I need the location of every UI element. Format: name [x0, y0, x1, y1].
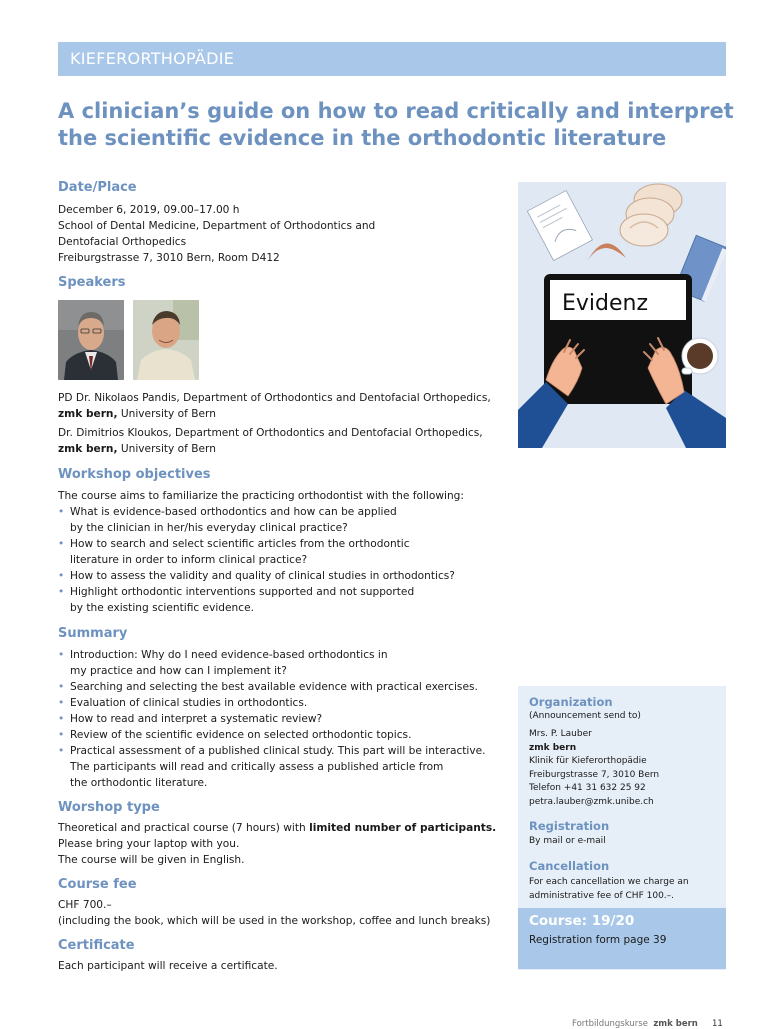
contact-clinic: Klinik für Kieferorthopädie [529, 756, 647, 766]
certificate-heading: Certificate [58, 938, 135, 953]
speaker-2-name: Dr. Dimitrios Kloukos, Department of Orthodontics and Dentofacial Orthopedics, [58, 427, 483, 439]
paper-icon [527, 190, 592, 260]
dental-models-icon [620, 184, 682, 246]
contact-block [529, 728, 659, 809]
page-title: A clinician’s guide on how to read critically and interpret the scientific evidence in the orthodontic literature [58, 99, 734, 150]
speaker-1-org: zmk bern, [58, 408, 118, 420]
workshop-type-line3: The course will be given in English. [58, 854, 245, 866]
speaker-photo-pandis [58, 300, 124, 380]
venue-line-2: Dentofacial Orthopedics [58, 236, 187, 248]
workshop-type-limited: limited number of participants. [309, 822, 497, 834]
speaker-photo-kloukos [133, 300, 199, 380]
list-item: • Searching and selecting the best available evidence with practical exercises. [58, 679, 486, 695]
cancellation-text: For each cancellation we charge an administrative fee of CHF 100.–. [529, 877, 689, 901]
list-item: • How to read and interpret a systematic review? [58, 711, 486, 727]
cancellation-heading: Cancellation [529, 859, 610, 873]
organization-heading: Organization [529, 695, 613, 709]
speaker-2-university: University of Bern [117, 443, 216, 455]
list-item: • Review of the scientific evidence on selected orthodontic topics. [58, 727, 486, 743]
course-fee-amount: CHF 700.– [58, 899, 112, 911]
list-item: • How to search and select scientific articles from the orthodontic literature in order to inform clinical practice? [58, 536, 455, 568]
summary-heading: Summary [58, 626, 128, 641]
coffee-cup-icon [682, 338, 718, 374]
organization-note: (Announcement send to) [529, 711, 641, 721]
contact-email: petra.lauber@zmk.unibe.ch [529, 796, 654, 807]
speakers-heading: Speakers [58, 275, 126, 290]
contact-phone: Telefon +41 31 632 25 92 [529, 783, 646, 793]
course-number: Course: 19/20 [529, 913, 635, 929]
contact-address: Freiburgstrasse 7, 3010 Bern [529, 769, 660, 780]
registration-heading: Registration [529, 819, 610, 833]
address-line: Freiburgstrasse 7, 3010 Bern, Room D412 [58, 252, 280, 264]
speaker-2 [58, 425, 483, 457]
page-number: 11 [712, 1019, 723, 1029]
workshop-type-line2: Please bring your laptop with you. [58, 838, 240, 850]
evidence-illustration [518, 182, 726, 448]
section-banner: KIEFERORTHOPÄDIE [58, 42, 726, 76]
contact-org: zmk bern [529, 742, 577, 753]
registration-text: By mail or e-mail [529, 836, 606, 846]
speaker-1-name: PD Dr. Nikolaos Pandis, Department of Orthodontics and Dentofacial Orthopedics, [58, 392, 491, 404]
course-fee-text [58, 897, 490, 929]
workshop-type-line1: Theoretical and practical course (7 hours) with [58, 822, 310, 834]
laptop-screen-label: Evidenz [562, 291, 649, 316]
venue-line-1: School of Dental Medicine, Department of Orthodontics and [58, 220, 376, 232]
date-place-text [58, 202, 375, 266]
workshop-type-heading: Worshop type [58, 800, 160, 815]
list-item: • Highlight orthodontic interventions supported and not supported by the existing scientific evidence. [58, 584, 455, 616]
registration-form-ref: Registration form page 39 [529, 934, 667, 946]
list-item: • Introduction: Why do I need evidence-based orthodontics in my practice and how can I implement it? [58, 647, 486, 679]
speaker-2-org: zmk bern, [58, 443, 118, 455]
objectives-heading: Workshop objectives [58, 467, 211, 482]
contact-name: Mrs. P. Lauber [529, 729, 592, 739]
course-box [518, 908, 726, 969]
speaker-1-university: University of Bern [117, 408, 216, 420]
certificate-text: Each participant will receive a certificate. [58, 960, 278, 972]
date-place-heading: Date/Place [58, 180, 137, 195]
course-fee-heading: Course fee [58, 877, 137, 892]
date-line: December 6, 2019, 09.00–17.00 h [58, 204, 240, 216]
list-item: • What is evidence-based orthodontics and how can be applied by the clinician in her/his everyday clinical practice? [58, 504, 455, 536]
objectives-intro: The course aims to familiarize the practicing orthodontist with the following: [58, 490, 464, 502]
speaker-1 [58, 390, 491, 422]
course-fee-note: (including the book, which will be used in the workshop, coffee and lunch breaks) [58, 915, 491, 927]
list-item: • Practical assessment of a published clinical study. This part will be interactive. The participants will read and critically assess a published article from the orthodontic literature. [58, 743, 486, 791]
list-item: • How to assess the validity and quality of clinical studies in orthodontics? [58, 568, 455, 584]
list-item: • Evaluation of clinical studies in orthodontics. [58, 695, 486, 711]
footer-series: Fortbildungskurse zmk bern [572, 1019, 698, 1029]
workshop-type-text [58, 820, 496, 868]
objectives-list [58, 504, 455, 616]
summary-list [58, 647, 486, 791]
footer-org: zmk bern [653, 1019, 698, 1029]
